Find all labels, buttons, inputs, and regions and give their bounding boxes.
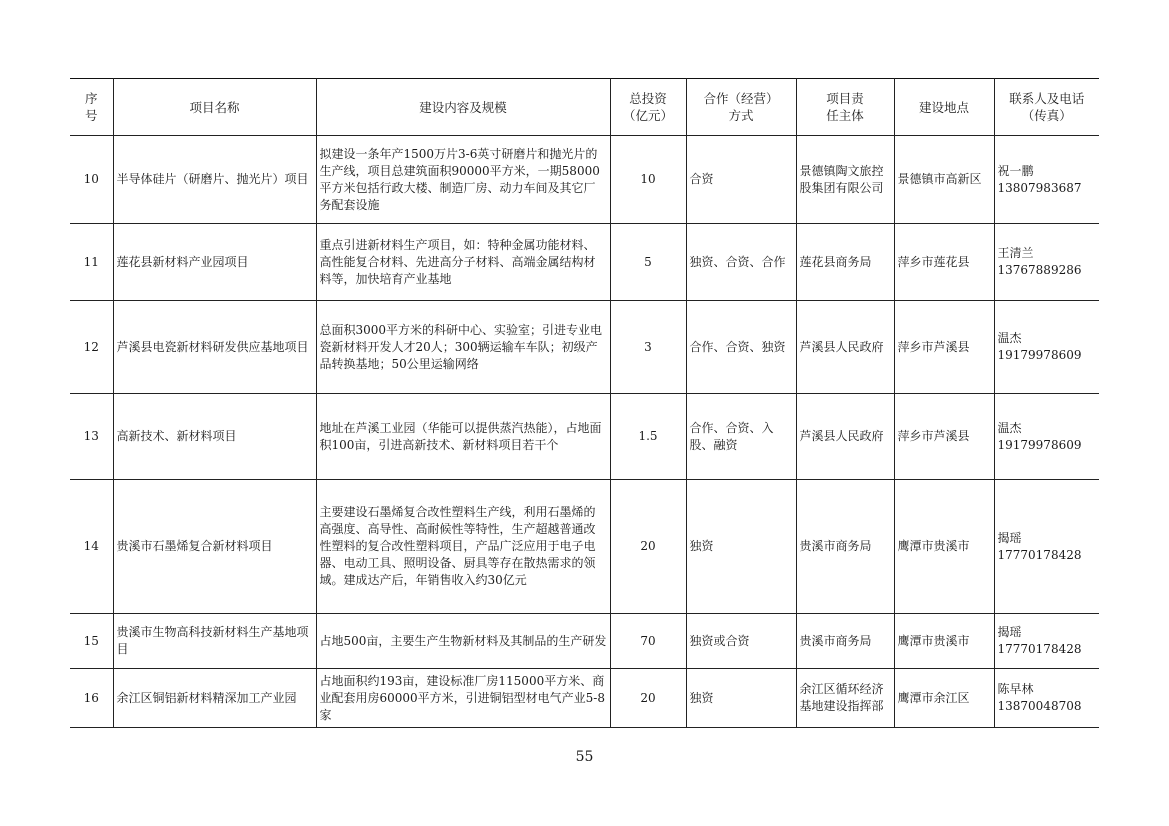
- table-row: [70, 224, 1099, 301]
- cell-content: 地址在芦溪工业园（华能可以提供蒸汽热能），占地面积100亩，引进高新技术、新材料项目若干个: [316, 394, 610, 480]
- cell-mode: 独资或合资: [686, 614, 796, 669]
- header-content: 建设内容及规模: [316, 79, 610, 136]
- cell-location: 萍乡市莲花县: [894, 224, 994, 301]
- table-row: [70, 614, 1099, 669]
- cell-location: 萍乡市芦溪县: [894, 394, 994, 480]
- cell-location: 景德镇市高新区: [894, 136, 994, 224]
- cell-seq: 14: [70, 480, 113, 614]
- cell-seq: 12: [70, 301, 113, 394]
- cell-seq: 10: [70, 136, 113, 224]
- cell-contact: 陈早林 13870048708: [994, 669, 1099, 728]
- page-number: 55: [575, 749, 594, 765]
- cell-location: 鹰潭市贵溪市: [894, 614, 994, 669]
- cell-project-name: 芦溪县电瓷新材料研发供应基地项目: [113, 301, 316, 394]
- cell-mode: 独资、合资、合作: [686, 224, 796, 301]
- cell-content: 占地500亩，主要生产生物新材料及其制品的生产研发: [316, 614, 610, 669]
- cell-owner: 余江区循环经济基地建设指挥部: [796, 669, 894, 728]
- cell-mode: 合作、合资、入股、融资: [686, 394, 796, 480]
- cell-contact: 王清兰 13767889286: [994, 224, 1099, 301]
- cell-contact: 温杰 19179978609: [994, 301, 1099, 394]
- cell-mode: 独资: [686, 669, 796, 728]
- cell-content: 主要建设石墨烯复合改性塑料生产线，利用石墨烯的高强度、高导性、高耐候性等特性，生产超越普通改性塑料的复合改性塑料项目，产品广泛应用于电子电器、电动工具、照明设备、厨具等存在散热需求的领域。建成达产后，年销售收入约30亿元: [316, 480, 610, 614]
- cell-mode: 独资: [686, 480, 796, 614]
- cell-seq: 15: [70, 614, 113, 669]
- cell-investment: 20: [610, 669, 686, 728]
- header-name: 项目名称: [113, 79, 316, 136]
- cell-seq: 16: [70, 669, 113, 728]
- cell-content: 重点引进新材料生产项目，如：特种金属功能材料、高性能复合材料、先进高分子材料、高端金属结构材料等，加快培育产业基地: [316, 224, 610, 301]
- header-contact: 联系人及电话 （传真）: [994, 79, 1099, 136]
- project-table: [70, 78, 1099, 728]
- cell-project-name: 高新技术、新材料项目: [113, 394, 316, 480]
- header-owner: 项目责 任主体: [796, 79, 894, 136]
- cell-location: 萍乡市芦溪县: [894, 301, 994, 394]
- table-row: [70, 301, 1099, 394]
- cell-content: 占地面积约193亩，建设标准厂房115000平方米、商业配套用房60000平方米，引进铜铝型材电气产业5-8家: [316, 669, 610, 728]
- cell-project-name: 贵溪市石墨烯复合新材料项目: [113, 480, 316, 614]
- cell-owner: 莲花县商务局: [796, 224, 894, 301]
- cell-investment: 5: [610, 224, 686, 301]
- cell-owner: 贵溪市商务局: [796, 480, 894, 614]
- header-seq: 序 号: [70, 79, 113, 136]
- cell-contact: 温杰 19179978609: [994, 394, 1099, 480]
- cell-content: 拟建设一条年产1500万片3-6英寸研磨片和抛光片的生产线，项目总建筑面积90000平方米，一期58000平方米包括行政大楼、制造厂房、动力车间及其它厂务配套设施: [316, 136, 610, 224]
- header-mode: 合作（经营） 方式: [686, 79, 796, 136]
- cell-project-name: 莲花县新材料产业园项目: [113, 224, 316, 301]
- cell-investment: 10: [610, 136, 686, 224]
- cell-project-name: 贵溪市生物高科技新材料生产基地项目: [113, 614, 316, 669]
- cell-location: 鹰潭市余江区: [894, 669, 994, 728]
- cell-investment: 1.5: [610, 394, 686, 480]
- table-row: [70, 394, 1099, 480]
- cell-contact: 揭瑶 17770178428: [994, 614, 1099, 669]
- cell-seq: 13: [70, 394, 113, 480]
- cell-content: 总面积3000平方米的科研中心、实验室；引进专业电瓷新材料开发人才20人；300辆运输车车队；初级产品转换基地；50公里运输网络: [316, 301, 610, 394]
- header-location: 建设地点: [894, 79, 994, 136]
- cell-seq: 11: [70, 224, 113, 301]
- table-row: [70, 136, 1099, 224]
- cell-contact: 祝一鹏 13807983687: [994, 136, 1099, 224]
- cell-mode: 合作、合资、独资: [686, 301, 796, 394]
- cell-investment: 20: [610, 480, 686, 614]
- cell-investment: 70: [610, 614, 686, 669]
- cell-investment: 3: [610, 301, 686, 394]
- table-header-row: [70, 79, 1099, 136]
- header-investment: 总投资 （亿元）: [610, 79, 686, 136]
- cell-owner: 贵溪市商务局: [796, 614, 894, 669]
- cell-project-name: 半导体硅片（研磨片、抛光片）项目: [113, 136, 316, 224]
- cell-location: 鹰潭市贵溪市: [894, 480, 994, 614]
- cell-project-name: 余江区铜铝新材料精深加工产业园: [113, 669, 316, 728]
- table-row: [70, 669, 1099, 728]
- cell-owner: 景德镇陶文旅控股集团有限公司: [796, 136, 894, 224]
- table-row: [70, 480, 1099, 614]
- cell-owner: 芦溪县人民政府: [796, 394, 894, 480]
- cell-contact: 揭瑶 17770178428: [994, 480, 1099, 614]
- cell-owner: 芦溪县人民政府: [796, 301, 894, 394]
- cell-mode: 合资: [686, 136, 796, 224]
